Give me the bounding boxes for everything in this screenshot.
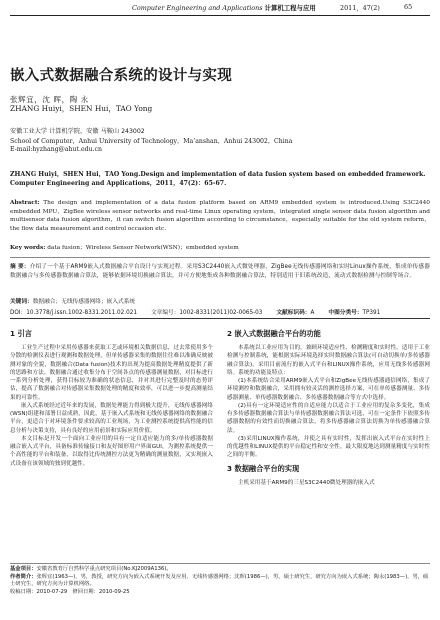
author-bio <box>10 574 430 589</box>
right-column <box>227 325 430 487</box>
footnote-rule <box>10 563 430 564</box>
abstract-en <box>10 199 430 233</box>
authors-en: ZHANG Huiyi，SHEN Hui，TAO Yong <box>10 104 153 113</box>
article-title: 嵌入式数据融合系统的设计与实现 <box>10 68 232 84</box>
doi: DOI：10.3778/j.issn.1002-8331.2011.02.021 <box>10 310 137 316</box>
bio-text: 张辉宜(1963—)，男，教授，研究方向为嵌入式系统开发及应用、无线传感器网络；沈晖(1986—)，男，硕士研究生，研究方向为嵌入式系统；陶永(1983—)，男，硕士研究生，研究方向为计算机网络。 <box>10 573 429 588</box>
section-title: 3 数据融合平台的实现 <box>227 463 300 473</box>
authors-cn: 张辉宜，沈 晖，陶 永 <box>10 95 89 104</box>
paragraph: 嵌入式系统经过近年来的发展，数据处理能力得到极大提升，无线传感器网络(WSN)组建和部署日益成熟，因此，基于嵌入式系统和无线传感器网络的数据融合平台，更适合于对环境条件要求较高的工业现场，为工业测控系统提供高性能的信息分析与决策支持，具有良好的应用前景和实际应用价值。 <box>10 402 213 434</box>
fund-text: 安徽省教育厅自然科学重点研究项目(No.KJ2009A136)。 <box>36 566 172 572</box>
section-title: 1 引言 <box>10 329 32 338</box>
paragraph: 本系统以工业应用为目的，兼顾环境适应性、检测精度和实时性，适用于工业检测与控制系统，能根据实际环境选择实时数据融合算法(可自动切换单/多传感器融合算法)。采用目前流行的嵌入式平台和LINUX操作系统，应用无线多传感器网络。系统的功能及特点： <box>227 345 430 376</box>
clc-label: 中图分类号： <box>328 310 363 316</box>
page-number: 65 <box>404 3 413 11</box>
keywords-cn-text: 数据融合；无线传感器网络；嵌入式系统 <box>32 299 136 305</box>
keywords-cn <box>10 296 430 305</box>
bio-label: 作者简介： <box>10 573 37 580</box>
issue-info: 2011，47(2) <box>340 4 380 12</box>
abstract-cn <box>10 263 430 280</box>
journal-name: Computer Engineering and Applications 计算机工程与应用 <box>132 4 316 12</box>
citation-en: ZHANG Huiyi，SHEN Hui，TAO Yong.Design and implementation of data fusion system based on embedded framework. Computer Engineering and Applications，2011，47(2)：65-67. <box>10 171 426 187</box>
affiliation-cn: 安徽工业大学 计算机学院，安徽 马鞍山 243002 <box>10 128 145 135</box>
fund-note <box>10 566 430 574</box>
paragraph: 本文目标是开发一个面向工业应用的具有一定自适应能力的多/单传感器数据融合嵌入式平台，具备标准传输接口和友好图形用户界面GUI，为测控系统提供一个高性能的平台和装备，以取得比传统测控方法更为精确的测量数据，又实现嵌入式设备在该领域的独到优越性。 <box>10 435 213 467</box>
abstract-en-label: Abstract: <box>10 200 40 206</box>
left-column <box>10 325 213 468</box>
affiliation-en: School of Computer，Anhui University of Technology，Ma’anshan，Anhui 243002，China <box>10 138 293 145</box>
abstract-en-text: The design and implementation of a data fusion platform based on ARM9 embedded system is introduced.Using S3C2440 embedded MPU，ZigBee wireless sensor networks and real-time Linux operating system，integrated single sensor data fusion algorithm and multisensor data fusion algorithm，it can switch fusion algorithm according to circumstance，especially suitable for the old system reform，the flow data measurement and control occasion etc. <box>10 200 430 232</box>
header-rule <box>10 15 430 16</box>
article-number: 文章编号：1002-8331(2011)02-0065-03 <box>150 310 263 316</box>
doc-code-label: 文献标识码： <box>276 310 311 316</box>
revised-date: 修回日期：2010-09-25 <box>72 588 130 595</box>
paragraph: 工业生产过程中采用传感器来获取工艺或环境相关数据信息，过去常使用多个分散的检测仪表进行观测和数据处理，但单传感器采集的数据往往难以准确反映被测对象的全貌，数据融合(Data fusion)技术的出现为提高数据处理精度提供了新的思路和方法。数据融合通过收集分布于空间各点的传感器测量数据，对目标进行一系列分析处理，获得目标较为准确的状态信息，并对其进行完整及时的态势评估，提高了数据融合对传感器采集数据处理的精度和效率，可以进一步提高测量结果的可靠性。 <box>10 345 213 401</box>
paragraph: 主机采用基于ARM9的三星S3C2440微处理器的嵌入式 <box>238 479 375 486</box>
doc-code: A <box>310 310 315 316</box>
keywords-cn-label: 关键词： <box>10 299 33 305</box>
keywords-en <box>10 242 430 251</box>
meta-rule <box>10 318 430 319</box>
dates <box>10 589 430 597</box>
author-email: E-mail:hyzhang@ahut.edu.cn <box>10 146 103 153</box>
abstract-divider <box>10 257 430 258</box>
abstract-cn-label: 摘 要： <box>10 264 30 270</box>
keywords-en-text: data fusion；Wireless Sensor Network(WSN)；embedded system <box>45 245 239 251</box>
abstract-cn-text: 介绍了一个基于ARM9嵌入式数据融合平台设计与实现过程。采用S3C2440嵌入式微处理器，ZigBee无线传感器网络和实时Linux操作系统，集成单传感器数据融合与多传感器数据融合算法，能够依据环境切换融合算法，并可方便地集成各种数据融合算法，特别适用于旧系统改造，流动式数据检测与控制等场合。 <box>10 264 430 279</box>
running-header <box>0 0 440 14</box>
footnote <box>10 566 430 596</box>
received-date: 收稿日期：2010-07-29 <box>10 588 68 595</box>
article-meta <box>10 307 430 316</box>
paragraph: (1)本系统结合采用ARM9嵌入式平台和ZigBee无线传感器通信网络，集成了环境测控和数据融合，采用拥有较灵活的测控选择方案，可在单传感器测量、多传感器测量、单传感器数据融合、多传感器数据融合等方式中选择。 <box>227 378 430 401</box>
fund-label: 基金项目： <box>10 566 37 572</box>
clc-code: TP391 <box>362 310 381 316</box>
journal-name-cn: 计算机工程与应用 <box>264 4 316 12</box>
section-title: 2 嵌入式数据融合平台的功能 <box>227 329 321 338</box>
paragraph: (2)具有一定环境适应性的自适应能力以适合于工业应用的复杂多变化，集成有多传感器数据融合算法与单传感器数据融合算法可选，可在一定条件下依照多传感器数据的有效性而切换融合算法，将多传感器融合算法切换为单传感器融合算法。 <box>227 402 430 434</box>
paragraph: (3)采用LINUX操作系统，并使之具有实时性，发挥出嵌入式平台在实时性上的优越性和LINUX提供的平台稳定性和安全性。最大限度地达到测量精度与实时性之间的平衡。 <box>227 435 430 459</box>
keywords-en-label: Key words: <box>10 245 46 251</box>
